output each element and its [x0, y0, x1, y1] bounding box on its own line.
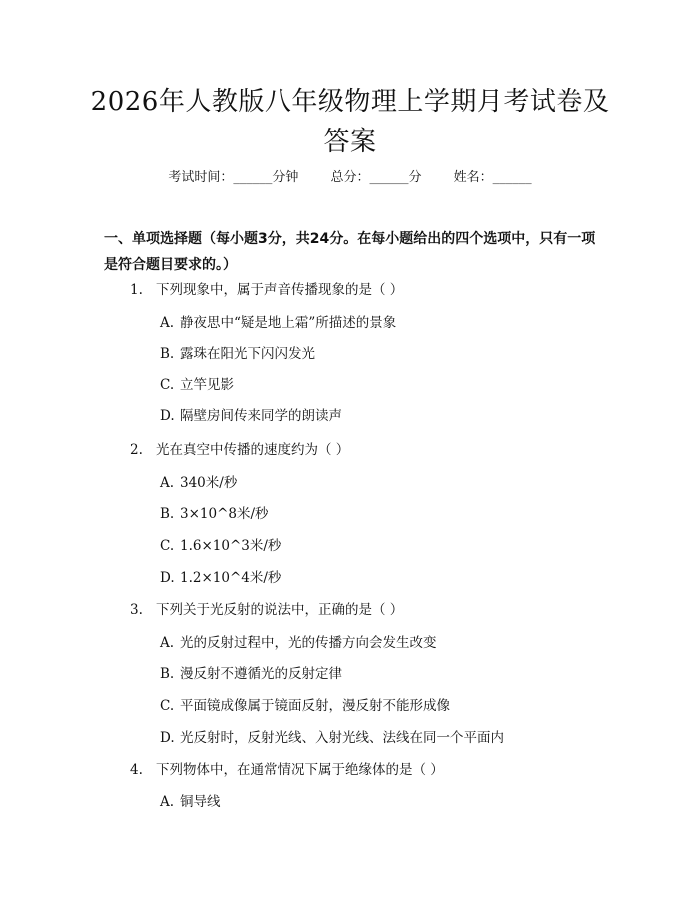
question-2-option-c	[160, 536, 281, 556]
question-3-option-d	[160, 728, 504, 748]
question-number: 4.	[130, 762, 143, 778]
option-letter: A.	[160, 794, 175, 810]
option-letter: D.	[160, 570, 175, 586]
title-line-1: 2026年人教版八年级物理上学期月考试卷及	[90, 87, 610, 117]
option-text: 光反射时，反射光线、入射光线、法线在同一个平面内	[180, 730, 504, 746]
section-heading-line-2: 是符合题目要求的。）	[104, 257, 237, 273]
option-text: 光的反射过程中，光的传播方向会发生改变	[180, 635, 437, 651]
option-letter: B.	[160, 666, 175, 682]
option-text: 1.2×10^4米/秒	[180, 570, 282, 586]
question-2-option-a	[160, 473, 237, 493]
question-1-option-d	[160, 406, 342, 426]
question-1-option-a	[160, 313, 396, 333]
exam-info-line	[0, 168, 700, 188]
title-line-2: 答案	[323, 127, 377, 157]
option-text: 平面镜成像属于镜面反射，漫反射不能形成像	[180, 698, 450, 714]
option-letter: C.	[160, 377, 175, 393]
question-1	[130, 280, 403, 300]
option-text: 露珠在阳光下闪闪发光	[180, 346, 315, 362]
question-text: 下列关于光反射的说法中，正确的是（ ）	[156, 602, 404, 618]
question-4	[130, 760, 444, 780]
section-heading	[104, 226, 604, 278]
option-text: 静夜思中“疑是地上霜”所描述的景象	[180, 315, 397, 331]
question-text: 下列物体中，在通常情况下属于绝缘体的是（ ）	[156, 762, 444, 778]
question-number: 1.	[130, 282, 143, 298]
question-1-option-b	[160, 344, 315, 364]
question-2	[130, 440, 349, 460]
option-text: 漫反射不遵循光的反射定律	[180, 666, 342, 682]
question-number: 2.	[130, 442, 143, 458]
question-3	[130, 600, 403, 620]
option-text: 铜导线	[180, 794, 221, 810]
option-letter: D.	[160, 730, 175, 746]
option-letter: A.	[160, 475, 175, 491]
question-text: 下列现象中，属于声音传播现象的是（ ）	[156, 282, 404, 298]
option-text: 立竿见影	[180, 377, 234, 393]
option-letter: B.	[160, 506, 175, 522]
question-1-option-c	[160, 375, 234, 395]
question-2-option-b	[160, 504, 269, 524]
option-letter: D.	[160, 408, 175, 424]
question-number: 3.	[130, 602, 143, 618]
option-letter: B.	[160, 346, 175, 362]
exam-time-field: 考试时间：______分钟	[168, 170, 299, 185]
student-name-field: 姓名：______	[453, 170, 532, 185]
question-3-option-c	[160, 696, 450, 716]
question-2-option-d	[160, 568, 281, 588]
total-score-field: 总分：______分	[330, 170, 422, 185]
question-3-option-a	[160, 633, 437, 653]
option-text: 3×10^8米/秒	[180, 506, 269, 522]
option-letter: C.	[160, 538, 175, 554]
question-3-option-b	[160, 664, 342, 684]
option-text: 340米/秒	[180, 475, 238, 491]
option-letter: A.	[160, 315, 175, 331]
page-title	[60, 82, 640, 162]
question-text: 光在真空中传播的速度约为（ ）	[156, 442, 350, 458]
section-heading-line-1: 一、单项选择题（每小题3分，共24分。在每小题给出的四个选项中，只有一项	[104, 231, 596, 247]
option-text: 1.6×10^3米/秒	[180, 538, 282, 554]
question-4-option-a	[160, 792, 221, 812]
option-letter: A.	[160, 635, 175, 651]
option-letter: C.	[160, 698, 175, 714]
option-text: 隔壁房间传来同学的朗读声	[180, 408, 342, 424]
